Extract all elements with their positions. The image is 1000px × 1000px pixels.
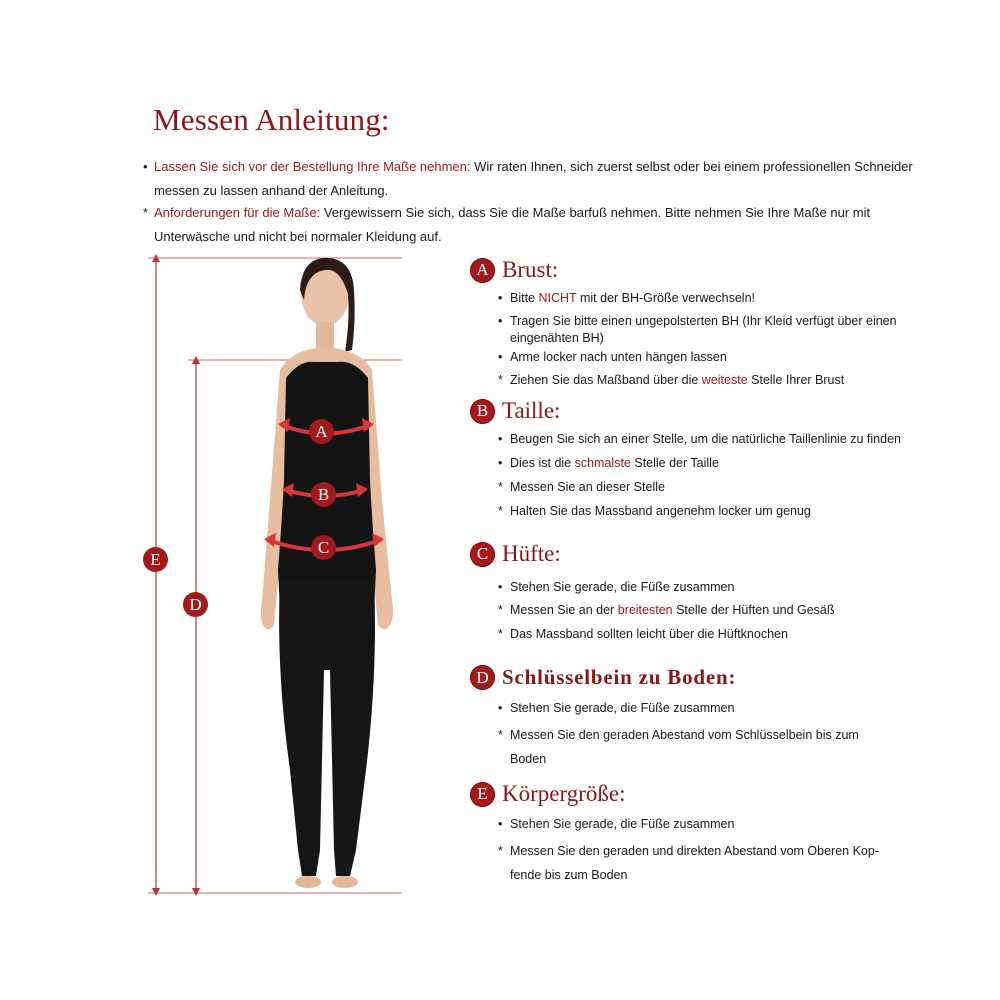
list-item: • Dies ist die schmalste Stelle der Taille <box>498 456 719 470</box>
intro-item-2 <box>143 201 933 249</box>
figure-label-d: D <box>183 592 208 617</box>
list-item: • Stehen Sie gerade, die Füße zusammen <box>498 701 735 715</box>
section-header-schluesselbein <box>470 665 736 690</box>
figure-label-c: C <box>311 535 336 560</box>
section-header-brust <box>470 257 558 283</box>
section-header-huefte <box>470 541 561 567</box>
section-badge: E <box>470 782 495 807</box>
section-header-taille <box>470 398 560 424</box>
list-item: • Bitte NICHT mit der BH-Größe verwechseln! <box>498 291 755 305</box>
section-badge: D <box>470 665 495 690</box>
section-title: Körpergröße: <box>502 781 626 806</box>
figure-label-e: E <box>143 547 168 572</box>
intro-highlight: Lassen Sie sich vor der Bestellung Ihre Maße nehmen: <box>154 159 471 174</box>
section-header-koerpergroesse <box>470 781 625 807</box>
section-title: Brust: <box>502 257 559 282</box>
page-title: Messen Anleitung: <box>153 102 390 137</box>
list-item: • Beugen Sie sich an einer Stelle, um die natürliche Taillenlinie zu finden <box>498 432 901 446</box>
body-figure-illustration <box>140 250 420 900</box>
list-item: • Stehen Sie gerade, die Füße zusammen <box>498 817 735 831</box>
intro-highlight: Anforderungen für die Maße: <box>154 205 321 220</box>
figure-label-b: B <box>311 482 336 507</box>
intro-text: Wir raten Ihnen, sich zuerst selbst oder bei einem professionellen Schneider messen zu lassen anhand der Anleitung. <box>154 159 913 198</box>
list-item: * Messen Sie den geraden und direkten Abestand vom Oberen Kop-fende bis zum Boden <box>498 844 879 882</box>
list-item: * Halten Sie das Massband angenehm locker um genug <box>498 504 811 518</box>
section-badge: B <box>470 399 495 424</box>
list-item: * Messen Sie an dieser Stelle <box>498 480 665 494</box>
list-item: * Ziehen Sie das Maßband über die weiteste Stelle Ihrer Brust <box>498 373 845 387</box>
intro-item-1 <box>143 155 933 203</box>
list-item: • Arme locker nach unten hängen lassen <box>498 350 727 364</box>
figure-label-a: A <box>309 419 334 444</box>
section-title: Hüfte: <box>502 541 561 566</box>
section-title: Schlüsselbein zu Boden: <box>502 665 737 689</box>
bullet: * <box>143 205 149 220</box>
section-badge: C <box>470 542 495 567</box>
list-item: • Stehen Sie gerade, die Füße zusammen <box>498 580 735 594</box>
bullet: • <box>143 159 148 174</box>
list-item: • Tragen Sie bitte einen ungepolsterten BH (Ihr Kleid verfügt über einen eingenähten BH) <box>498 314 897 345</box>
list-item: * Das Massband sollten leicht über die Hüftknochen <box>498 627 788 641</box>
intro-text: Vergewissern Sie sich, dass Sie die Maße barfuß nehmen. Bitte nehmen Sie Ihre Maße nur mit Unterwäsche und nicht bei normaler Kleidung auf. <box>154 205 871 244</box>
section-title: Taille: <box>502 398 561 423</box>
section-badge: A <box>470 258 495 283</box>
list-item: * Messen Sie an der breitesten Stelle der Hüften und Gesäß <box>498 603 835 617</box>
list-item: * Messen Sie den geraden Abestand vom Schlüsselbein bis zum Boden <box>498 728 859 766</box>
